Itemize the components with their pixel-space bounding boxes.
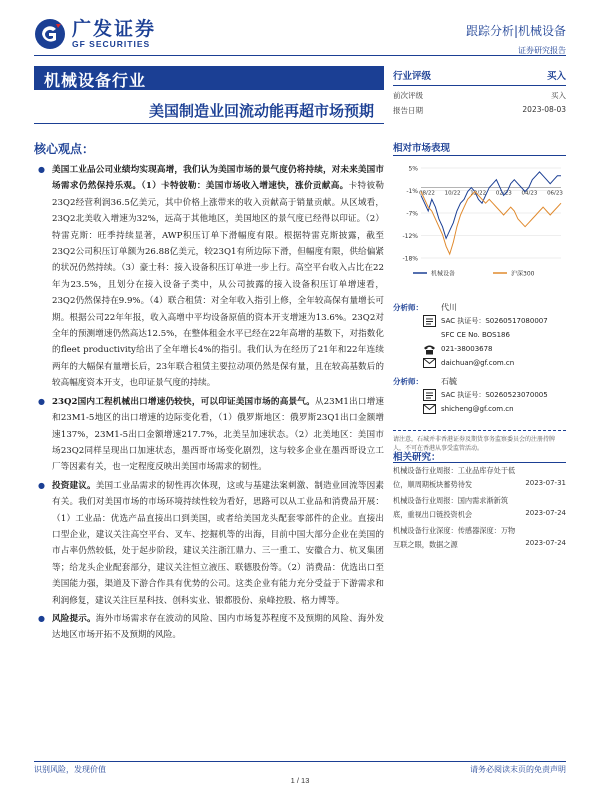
related-item[interactable] <box>393 494 566 521</box>
x-tick-label: 06/23 <box>547 190 563 197</box>
rating-value: 买入 <box>546 71 566 82</box>
x-tick-label: 04/23 <box>521 190 538 197</box>
key-points-list <box>38 162 384 646</box>
y-tick-label: 5% <box>408 165 418 173</box>
bullet-item <box>38 478 384 609</box>
report-date-label: 报告日期 <box>393 106 423 115</box>
legend-label: 沪深300 <box>511 270 535 278</box>
analyst-sac: SAC 执证号：S0260517080007 <box>441 317 548 325</box>
related-item[interactable] <box>393 464 566 491</box>
brand-name-en: GF SECURITIES <box>72 39 151 49</box>
bullet-body: 从23M1出口增速和23M1-5地区的出口增速的边际变化看，（1）俄罗斯地区：俄罗斯23Q1出口金额增速137%，23M1-5出口金额增速217.7%，北美呈加速状态。（2）北美地区：美国市场23Q2同样呈现出口加速状态，墨西哥市场变化剧烈，这与较多企业在墨西哥设立工厂等因素有关，也一定程度反映出美国市场需求的韧性。 <box>52 396 384 473</box>
report-title: 美国制造业回流动能再超市场预期 <box>148 102 374 120</box>
bullet-item <box>38 611 384 644</box>
analyst-1-sfc <box>393 328 566 342</box>
report-date-value: 2023-08-03 <box>522 105 566 114</box>
analyst-block <box>393 300 566 416</box>
analyst-name: 石毓 <box>441 376 457 386</box>
footer-divider <box>34 761 566 762</box>
chart-heading: 相对市场表现 <box>393 143 451 154</box>
related-item-date: 2023-07-24 <box>525 539 566 547</box>
report-subtype: 证券研究报告 <box>518 46 566 55</box>
bullet-lead: 投资建议。 <box>52 480 96 491</box>
x-tick-label: 08/22 <box>419 190 435 197</box>
bullet-body: 卡特彼勒23Q2经营利润36.5亿美元，其中价格上涨带来的收入贡献高于销量贡献。从区域看，23Q2北美收入增速为32%，远高于其他地区，美国地区的景气度已经得以印证。（2）特雷克斯：旺季持续显著，AWP积压订单下滑幅度有限。根据特雷克斯披露，截至23Q2公司积压订单额为26.88亿美元，较23Q1有所边际下滑，但幅度有限，供给偏紧的状况仍然持续。（3）豪士科：接入设备积压订单进一步上行。高空平台收入占比在22年为23.5%，且划分在接入设备子类中，从公司披露的接入设备积压订单增速看，23Q2仍然保持在9.9%。（4）联合租赁：对全年收入指引上修，全年较高保有量增长可期。根据公司22年年报，收入高增中平均设备原值的资本开支增速为13.6%。23Q2对全年的预测增速仍然高达12.5%，在整体租金水平已经在22年高增的基数下，对指数化的fleet productivity给出了全年增长4%的指引。我们认为在经历了21年和22年连续两年的大幅保有量增长后，23年联合租赁主要拉动项仍然是保有量，且在较高基数后的较高幅度资本开支，也印证景气度的持续。 <box>52 181 384 389</box>
bullet-body: 美国工业品需求的韧性再次体现，这或与基建法案刺激、制造业回流等因素有关。我们对美国市场的市场环境持续性较为看好，思路可以从工业品和消费品开展：（1）工业品：优选产品直接出口到美国，或者给美国龙头配套零部件的企业。直接出口型企业，建议关注高空平台、叉车、挖掘机等的出海，目前中国大部分企业在美国的市占率仍然较低，处于起步阶段，建议关注浙江鼎力、三一重工、安徽合力、杭叉集团等；给龙头企业配套部分，建议关注恒立液压、联德股份等。（2）消费品：优选出口至美国能力强，渠道及下游合作具有优势的公司。这类企业有能力充分受益于下游需求和利润修复，建议关注巨星科技、创科实业、银都股份、泉峰控股、格力博等。 <box>52 480 384 606</box>
related-item-title[interactable]: 机械设备行业周报：工业品库存处于低位，顺周期板块蓄势待发 <box>393 466 516 489</box>
header-divider <box>34 55 566 56</box>
analyst-2-email <box>393 402 566 416</box>
related-research-list <box>393 464 566 554</box>
rating-box <box>393 66 566 116</box>
bullet-body: 海外市场需求存在波动的风险、国内市场复苏程度不及预期的风险、海外发达地区市场开拓不及预期的风险。 <box>52 613 384 641</box>
analyst-1-sac <box>393 314 566 328</box>
x-tick-label: 10/22 <box>444 190 461 197</box>
analyst-2-row <box>393 374 566 388</box>
email-icon <box>423 402 441 416</box>
rating-prev-label: 前次评级 <box>393 91 423 100</box>
related-item-title[interactable]: 机械设备行业周报：国内需求渐新筑底，重视出口链投资机会 <box>393 496 509 519</box>
bullet-lead: 风险提示。 <box>52 613 96 624</box>
analyst-label: 分析师： <box>393 302 423 312</box>
related-item-date: 2023-07-31 <box>525 479 566 487</box>
analyst-2-sac <box>393 388 566 402</box>
analyst-disclaimer: 请注意，石城并非香港证券及期货事务监察委员会的注册持牌人，不可在香港从事受监管活动。 <box>393 430 566 453</box>
related-item[interactable] <box>393 524 566 551</box>
key-points-heading: 核心观点： <box>34 142 95 156</box>
rating-label: 行业评级 <box>393 71 432 82</box>
analyst-1-email <box>393 356 566 370</box>
y-tick-label: -1% <box>406 188 418 195</box>
analyst-phone[interactable]: 021-38003678 <box>441 345 493 353</box>
related-divider <box>393 462 566 463</box>
id-card-icon <box>423 388 441 402</box>
x-tick-label: 02/23 <box>495 190 512 197</box>
title-divider <box>34 123 384 124</box>
phone-icon <box>423 342 441 356</box>
report-type-block <box>466 22 566 56</box>
rating-current <box>393 66 566 86</box>
legend-label: 机械设备 <box>431 270 456 278</box>
bullet-item <box>38 162 384 392</box>
analyst-email[interactable]: shicheng@gf.com.cn <box>441 405 514 413</box>
brand-logo <box>34 18 156 50</box>
analyst-name: 代川 <box>441 302 457 312</box>
industry-banner: 机械设备行业 <box>34 66 384 90</box>
analyst-sac: SAC 执证号：S0260523070005 <box>441 391 548 399</box>
relative-performance-chart <box>393 160 566 282</box>
related-research-heading: 相关研究： <box>393 452 441 463</box>
analyst-label: 分析师： <box>393 376 423 386</box>
related-item-title[interactable]: 机械设备行业深度：传感器深度：万物互联之眼，数据之源 <box>393 526 516 549</box>
bullet-item <box>38 394 384 476</box>
brand-name-cn: 广发证券 <box>72 18 157 40</box>
analyst-sfc: SFC CE No. BOS186 <box>441 331 510 339</box>
id-card-icon <box>423 314 441 328</box>
email-icon <box>423 356 441 370</box>
analyst-email[interactable]: daichuan@gf.com.cn <box>441 359 515 367</box>
related-item-date: 2023-07-24 <box>525 509 566 517</box>
x-tick-label: 12/22 <box>470 190 487 197</box>
rating-prev-value: 买入 <box>551 91 566 100</box>
series-line-沪深300 <box>421 192 561 255</box>
y-tick-label: -7% <box>406 210 418 218</box>
gf-logo-icon <box>34 18 66 50</box>
analyst-1-phone <box>393 342 566 356</box>
report-date <box>393 101 566 116</box>
page-number: 1 / 13 <box>290 776 310 785</box>
bullet-lead: 23Q2国内工程机械出口增速仍较快，可以印证美国市场的高景气。 <box>52 396 315 407</box>
y-tick-label: -18% <box>402 255 418 263</box>
footer-slogan: 识别风险，发现价值 <box>34 765 106 774</box>
bullet-lead: 美国工业品公司业绩均实现高增，我们认为美国市场的景气度仍将持续，对未来美国市场需求仍然保持乐观。（1）卡特彼勒：美国市场收入增速快，涨价贡献高。 <box>52 165 384 192</box>
series-line-机械设备 <box>421 172 561 239</box>
report-type: 跟踪分析|机械设备 <box>465 24 566 38</box>
analyst-1-row <box>393 300 566 314</box>
chart-divider <box>393 155 566 156</box>
footer-disclaimer-note: 请务必阅读末页的免责声明 <box>470 765 566 774</box>
y-tick-label: -12% <box>402 233 418 240</box>
rating-previous <box>393 86 566 101</box>
